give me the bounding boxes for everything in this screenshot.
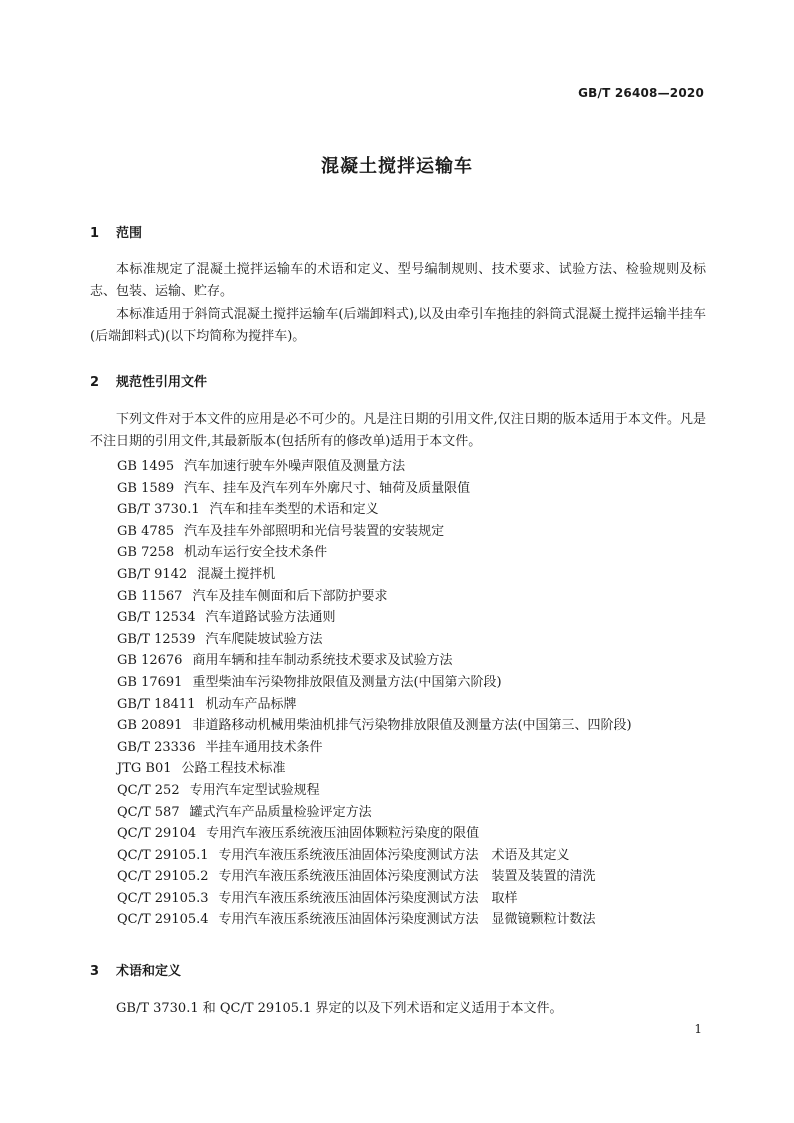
reference-item [117,672,632,694]
document-title: 混凝土搅拌运输车 [321,156,473,177]
reference-item [117,542,632,564]
reference-title: 重型柴油车污染物排放限值及测量方法(中国第六阶段) [192,674,502,690]
reference-code: GB 12676 [117,653,183,669]
reference-item [117,888,632,910]
reference-title: 汽车加速行驶车外噪声限值及测量方法 [184,459,406,474]
reference-item [117,650,632,672]
reference-code: QC/T 252 [117,782,180,798]
reference-item [117,866,632,888]
normative-reference-list [117,456,632,931]
section-3-title: 术语和定义 [116,964,182,979]
reference-item [117,499,632,521]
reference-code: QC/T 29105.3 [117,890,209,906]
reference-item [117,607,632,629]
reference-item [117,478,632,500]
reference-code: QC/T 29104 [117,826,197,842]
section-1-paragraph-1: 本标准规定了混凝土搅拌运输车的术语和定义、型号编制规则、技术要求、试验方法、检验规则及标志、包装、运输、贮存。 [90,262,706,299]
reference-item [117,629,632,651]
reference-code: GB/T 18411 [117,696,196,712]
reference-item [117,456,632,478]
reference-item [117,780,632,802]
reference-title: 机动车运行安全技术条件 [184,545,328,561]
reference-item [117,758,632,780]
reference-item [117,715,632,737]
reference-item [117,694,632,716]
reference-code: GB 17691 [117,674,183,690]
section-2-intro: 下列文件对于本文件的应用是必不可少的。凡是注日期的引用文件,仅注日期的版本适用于本文件。凡是不注日期的引用文件,其最新版本(包括所有的修改单)适用于本文件。 [90,412,706,449]
reference-code: QC/T 29105.2 [117,869,209,885]
reference-code: GB 20891 [117,718,183,734]
reference-title: 汽车爬陡坡试验方法 [205,631,323,647]
reference-title: 半挂车通用技术条件 [205,739,323,755]
reference-title: 机动车产品标牌 [205,696,297,712]
section-2-title: 规范性引用文件 [116,375,208,390]
reference-item [117,823,632,845]
reference-title: 汽车和挂车类型的术语和定义 [209,502,379,518]
reference-item [117,909,632,931]
section-1-title: 范围 [116,226,143,241]
reference-title: 专用汽车液压系统液压油固体污染度测试方法 术语及其定义 [218,847,570,863]
reference-code: QC/T 29105.4 [117,912,209,928]
reference-title: 商用车辆和挂车制动系统技术要求及试验方法 [192,653,453,669]
reference-code: GB/T 12534 [117,610,196,626]
section-1-heading [90,222,142,241]
reference-item [117,737,632,759]
reference-code: GB/T 3730.1 [117,502,200,518]
reference-code: GB 7258 [117,545,175,561]
reference-code: QC/T 587 [117,804,180,820]
reference-code: JTG B01 [117,761,172,777]
reference-title: 专用汽车定型试验规程 [189,782,320,798]
reference-code: GB 4785 [117,523,175,539]
reference-code: GB/T 12539 [117,631,196,647]
reference-title: 专用汽车液压系统液压油固体污染度测试方法 显微镜颗粒计数法 [218,912,596,928]
reference-title: 汽车及挂车外部照明和光信号装置的安装规定 [184,523,445,539]
reference-title: 非道路移动机械用柴油机排气污染物排放限值及测量方法(中国第三、四阶段) [192,718,632,734]
reference-title: 汽车及挂车侧面和后下部防护要求 [192,588,388,604]
reference-title: 罐式汽车产品质量检验评定方法 [189,804,372,820]
reference-title: 公路工程技术标准 [181,761,286,777]
reference-code: GB 11567 [117,588,183,604]
reference-title: 混凝土搅拌机 [197,566,276,582]
standard-code: GB/T 26408—2020 [578,86,704,100]
reference-title: 专用汽车液压系统液压油固体污染度测试方法 取样 [218,890,518,906]
reference-code: GB 1495 [117,459,175,474]
reference-item [117,564,632,586]
reference-item [117,802,632,824]
reference-code: GB 1589 [117,480,175,496]
reference-code: GB/T 9142 [117,566,188,582]
reference-item [117,845,632,867]
reference-code: GB/T 23336 [117,739,196,755]
reference-title: 专用汽车液压系统液压油固体颗粒污染度的限值 [206,826,480,842]
page-number: 1 [694,1022,702,1036]
section-2-number: 2 [90,375,100,390]
reference-code: QC/T 29105.1 [117,847,209,863]
section-3-intro: GB/T 3730.1 和 QC/T 29105.1 界定的以及下列术语和定义适用于本文件。 [116,1001,563,1016]
reference-title: 专用汽车液压系统液压油固体污染度测试方法 装置及装置的清洗 [218,869,596,885]
section-2-heading [90,371,207,390]
section-3-heading [90,960,181,979]
reference-title: 汽车道路试验方法通则 [205,610,336,626]
reference-title: 汽车、挂车及汽车列车外廓尺寸、轴荷及质量限值 [184,480,471,496]
section-1-paragraph-2: 本标准适用于斜筒式混凝土搅拌运输车(后端卸料式),以及由牵引车拖挂的斜筒式混凝土搅拌运输半挂车(后端卸料式)(以下均简称为搅拌车)。 [90,307,706,344]
section-3-number: 3 [90,964,100,979]
section-1-number: 1 [90,226,100,241]
reference-item [117,521,632,543]
reference-item [117,586,632,608]
